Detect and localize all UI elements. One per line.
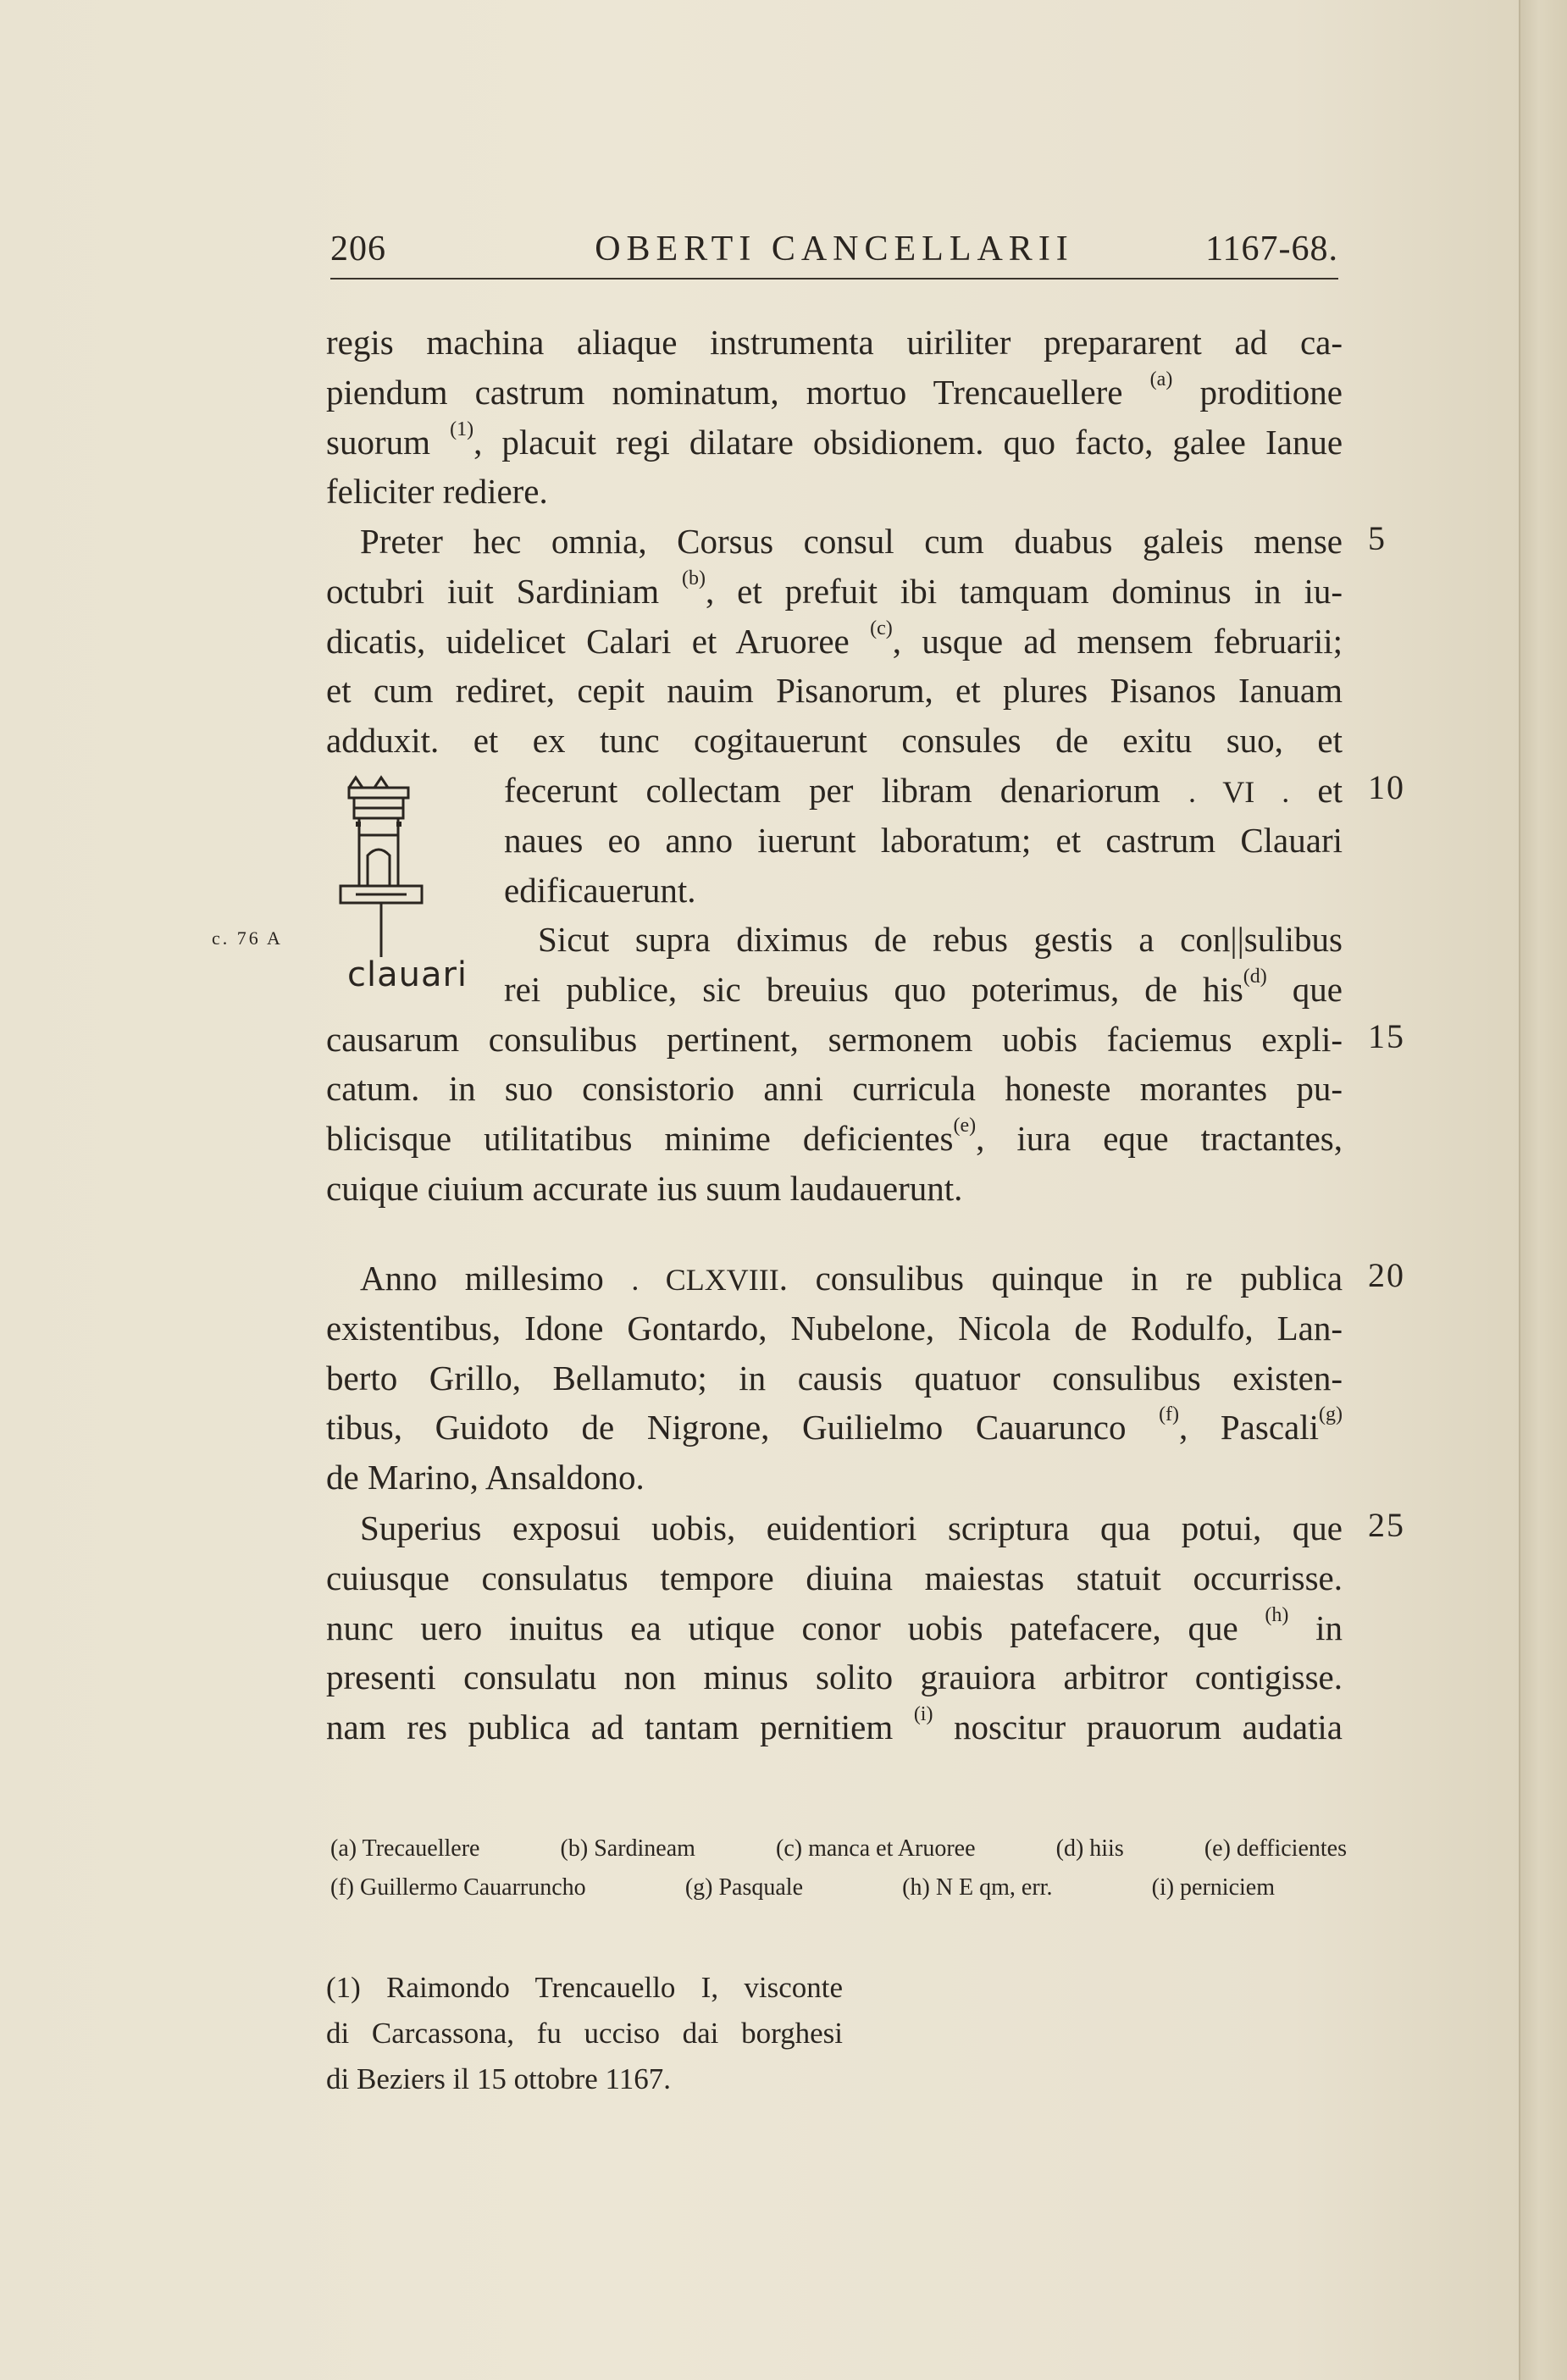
running-header (330, 220, 1338, 280)
running-title: OBERTI CANCELLARII (595, 230, 1074, 268)
drawing-caption: clauari (347, 955, 468, 994)
historical-note: (1) Raimondo Trencauello I, visconte di Carcassona, fu ucciso dai borghesi di Beziers il 15 ottobre 1167. (326, 1971, 843, 2095)
paragraph-2: Preter hec omnia, Corsus consul cum duabus galeis mense octubri iuit Sardiniam $^{(b)}$, et prefuit ibi tamquam dominus in iu- dicatis, uidelicet Calari et Aruoree $^{(c)}$, usque ad mensem februarii; et cum rediret, cepit nauim Pisanorum, et plures Pisanos Ianuam adduxit. et ex tunc cogitauerunt consules de exitu suo, et fecerunt collectam per libram denariorum . VI . et naues eo anno iuerunt laboratum; et castrum Clauari edificauerunt. (326, 522, 1343, 910)
line-number: 25 (1368, 1506, 1405, 1544)
line-number: 15 (1368, 1017, 1405, 1055)
paragraph-5: Superius exposui uobis, euidentiori scriptura qua potui, que cuiusque consulatus tempore diuina maiestas statuit occurrisse. nunc uero inuitus ea utique conor uobis patefacere, que $^{(h)}$ in presenti consulatu non minus solito grauiora arbitror contigisse. nam res publica ad tantam pernitiem $^{(i)}$ noscitur prauorum audatia (326, 1508, 1343, 1747)
line-number: 5 (1368, 519, 1387, 557)
line-number: 20 (1368, 1256, 1405, 1294)
paragraph-4: Anno millesimo . CLXVIII. consulibus quinque in re publica existentibus, Idone Gontardo, Nubelone, Nicola de Rodulfo, Lan- berto Grillo, Bellamuto; in causis quatuor consulibus existen- tibus, Guidoto de Nigrone, Guilielmo Cauarunco $^{(f)}$, Pascali$^{(g)}$ de Marino, Ansaldono. (326, 1259, 1343, 1497)
page-edge (1519, 0, 1567, 2380)
paragraph-3: Sicut supra diximus de rebus gestis a con||sulibus rei publice, sic breuius quo poterimus, de his$^{(d)}$ que causarum consulibus pertinent, sermonem uobis faciemus expli- catum. in suo consistorio anni curricula honeste morantes pu- blicisque utilitatibus minime deficientes$^{(e)}$, iura eque tractantes, cuique ciuium accurate ius suum laudauerunt. (326, 920, 1343, 1208)
header-year: 1167-68. (1205, 230, 1338, 268)
header-rule (330, 278, 1338, 280)
folio-reference: c. 76 A (212, 927, 283, 949)
variant-notes: (a) Trecauellere (b) Sardineam (c) manca et Aruoree (d) hiis (e) defficientes (f) Guillermo Cauarruncho (g) Pasquale (h) N E qm, err. (i) perniciem (330, 1835, 1347, 1901)
paragraph-1: regis machina aliaque instrumenta uiriliter prepararent ad ca- piendum castrum nominatum, mortuo Trencauellere $^{(a)}$ proditione suorum $^{(1)}$, placuit regi dilatare obsidionem. quo facto, galee Ianue feliciter rediere. (326, 323, 1343, 512)
line-number: 10 (1368, 768, 1405, 806)
page-number: 206 (330, 230, 386, 268)
